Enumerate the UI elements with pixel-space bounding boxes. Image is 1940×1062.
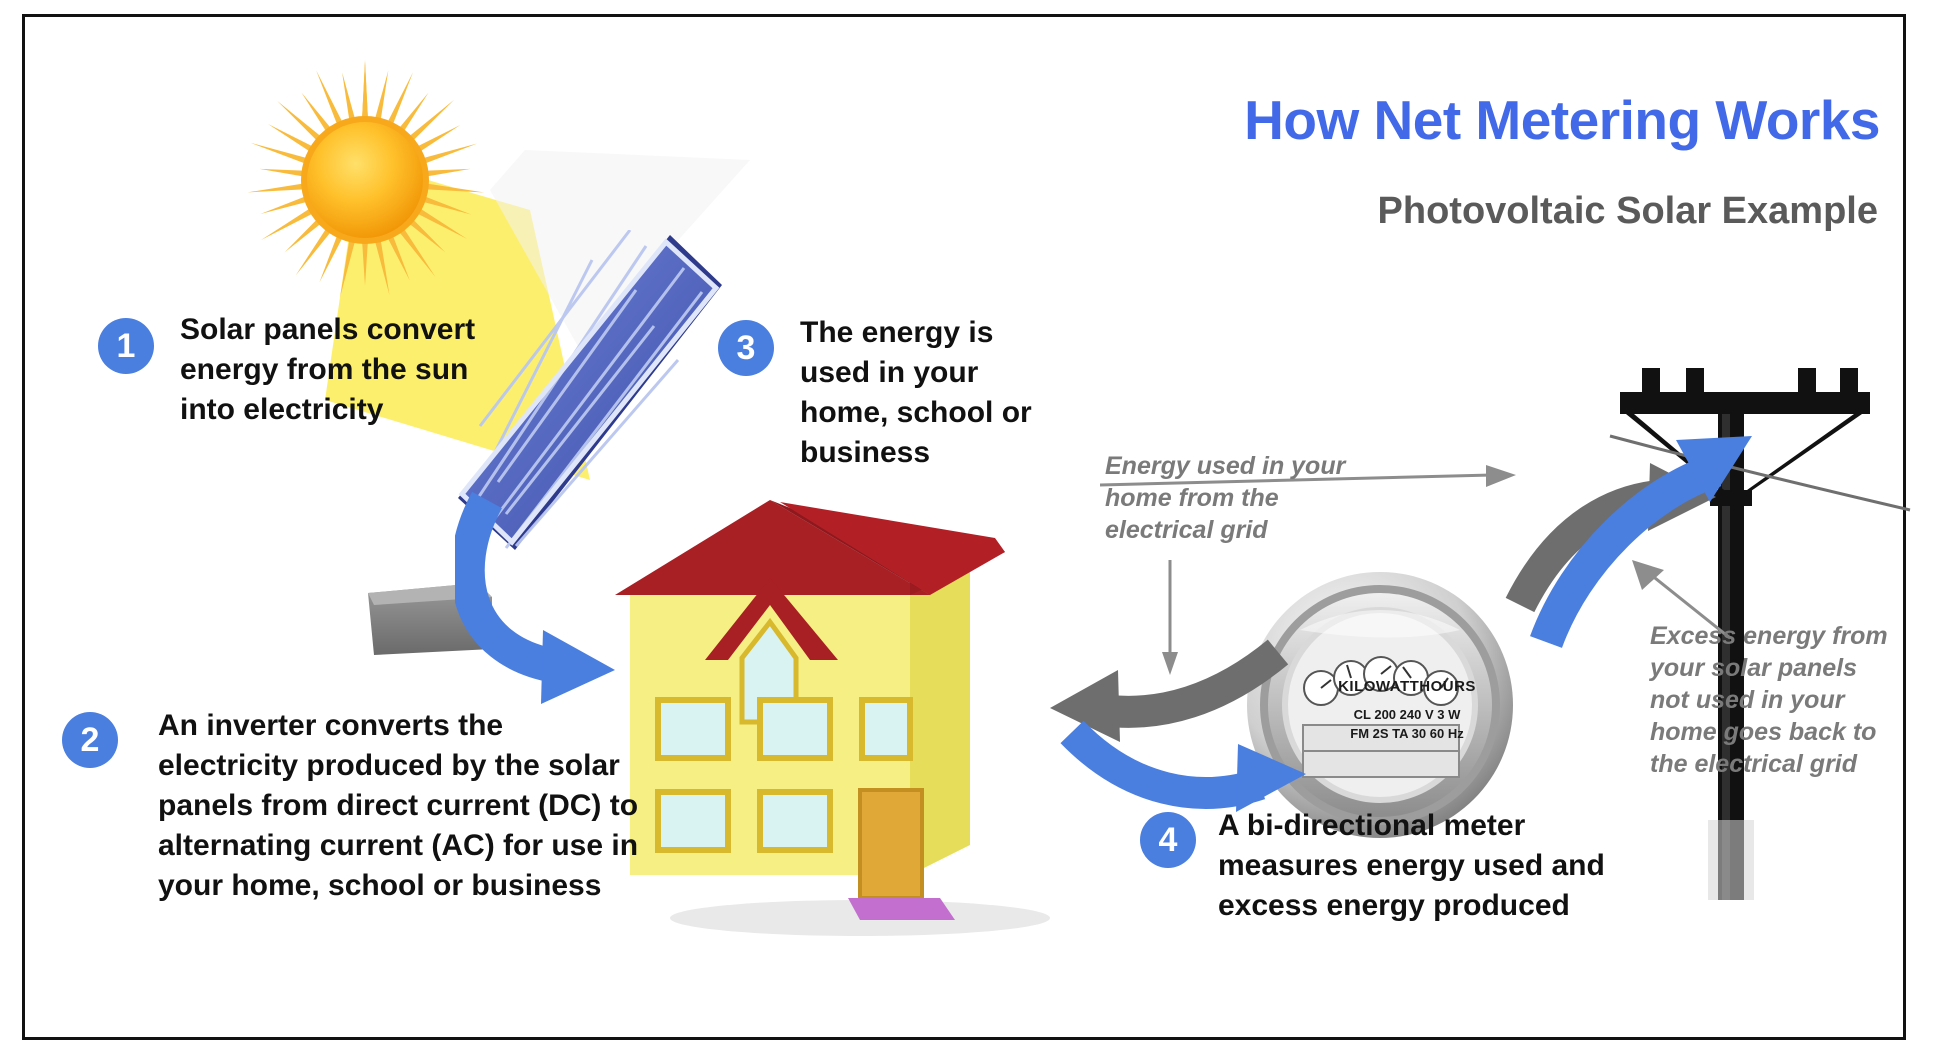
step-badge-2: 2 — [62, 712, 118, 768]
step-text-1: Solar panels convert energy from the sun into electricity — [180, 313, 476, 426]
step-text-3: The energy is used in your home, school or business — [800, 316, 1032, 469]
annotation-grid-to-home: Energy used in your home from the electrical grid — [1105, 452, 1346, 544]
page-title: How Net Metering Works — [1244, 89, 1880, 151]
arrow-panel-to-house — [455, 490, 685, 710]
meter-spec-plate — [1302, 706, 1512, 744]
pointer-grid-to-home — [1140, 560, 1200, 680]
meter-spec-line-2: FM 2S TA 30 60 Hz — [1350, 725, 1464, 741]
step-text-2: An inverter converts the electricity produced by the solar panels from direct current (DC) to alternating current (AC) for use in your home, school or business — [158, 709, 639, 902]
step-badge-3: 3 — [718, 320, 774, 376]
meter-spec-line-1: CL 200 240 V 3 W — [1353, 707, 1461, 722]
page-subtitle: Photovoltaic Solar Example — [1377, 190, 1878, 232]
step-badge-1: 1 — [98, 318, 154, 374]
step-badge-4: 4 — [1140, 812, 1196, 868]
meter-unit-label: KILOWATTHOURS — [1338, 678, 1476, 695]
annotation-solar-to-grid: Excess energy from your solar panels not used in your home goes back to the electrical grid — [1650, 622, 1888, 778]
step-text-4: A bi-directional meter measures energy used and excess energy produced — [1218, 809, 1605, 922]
